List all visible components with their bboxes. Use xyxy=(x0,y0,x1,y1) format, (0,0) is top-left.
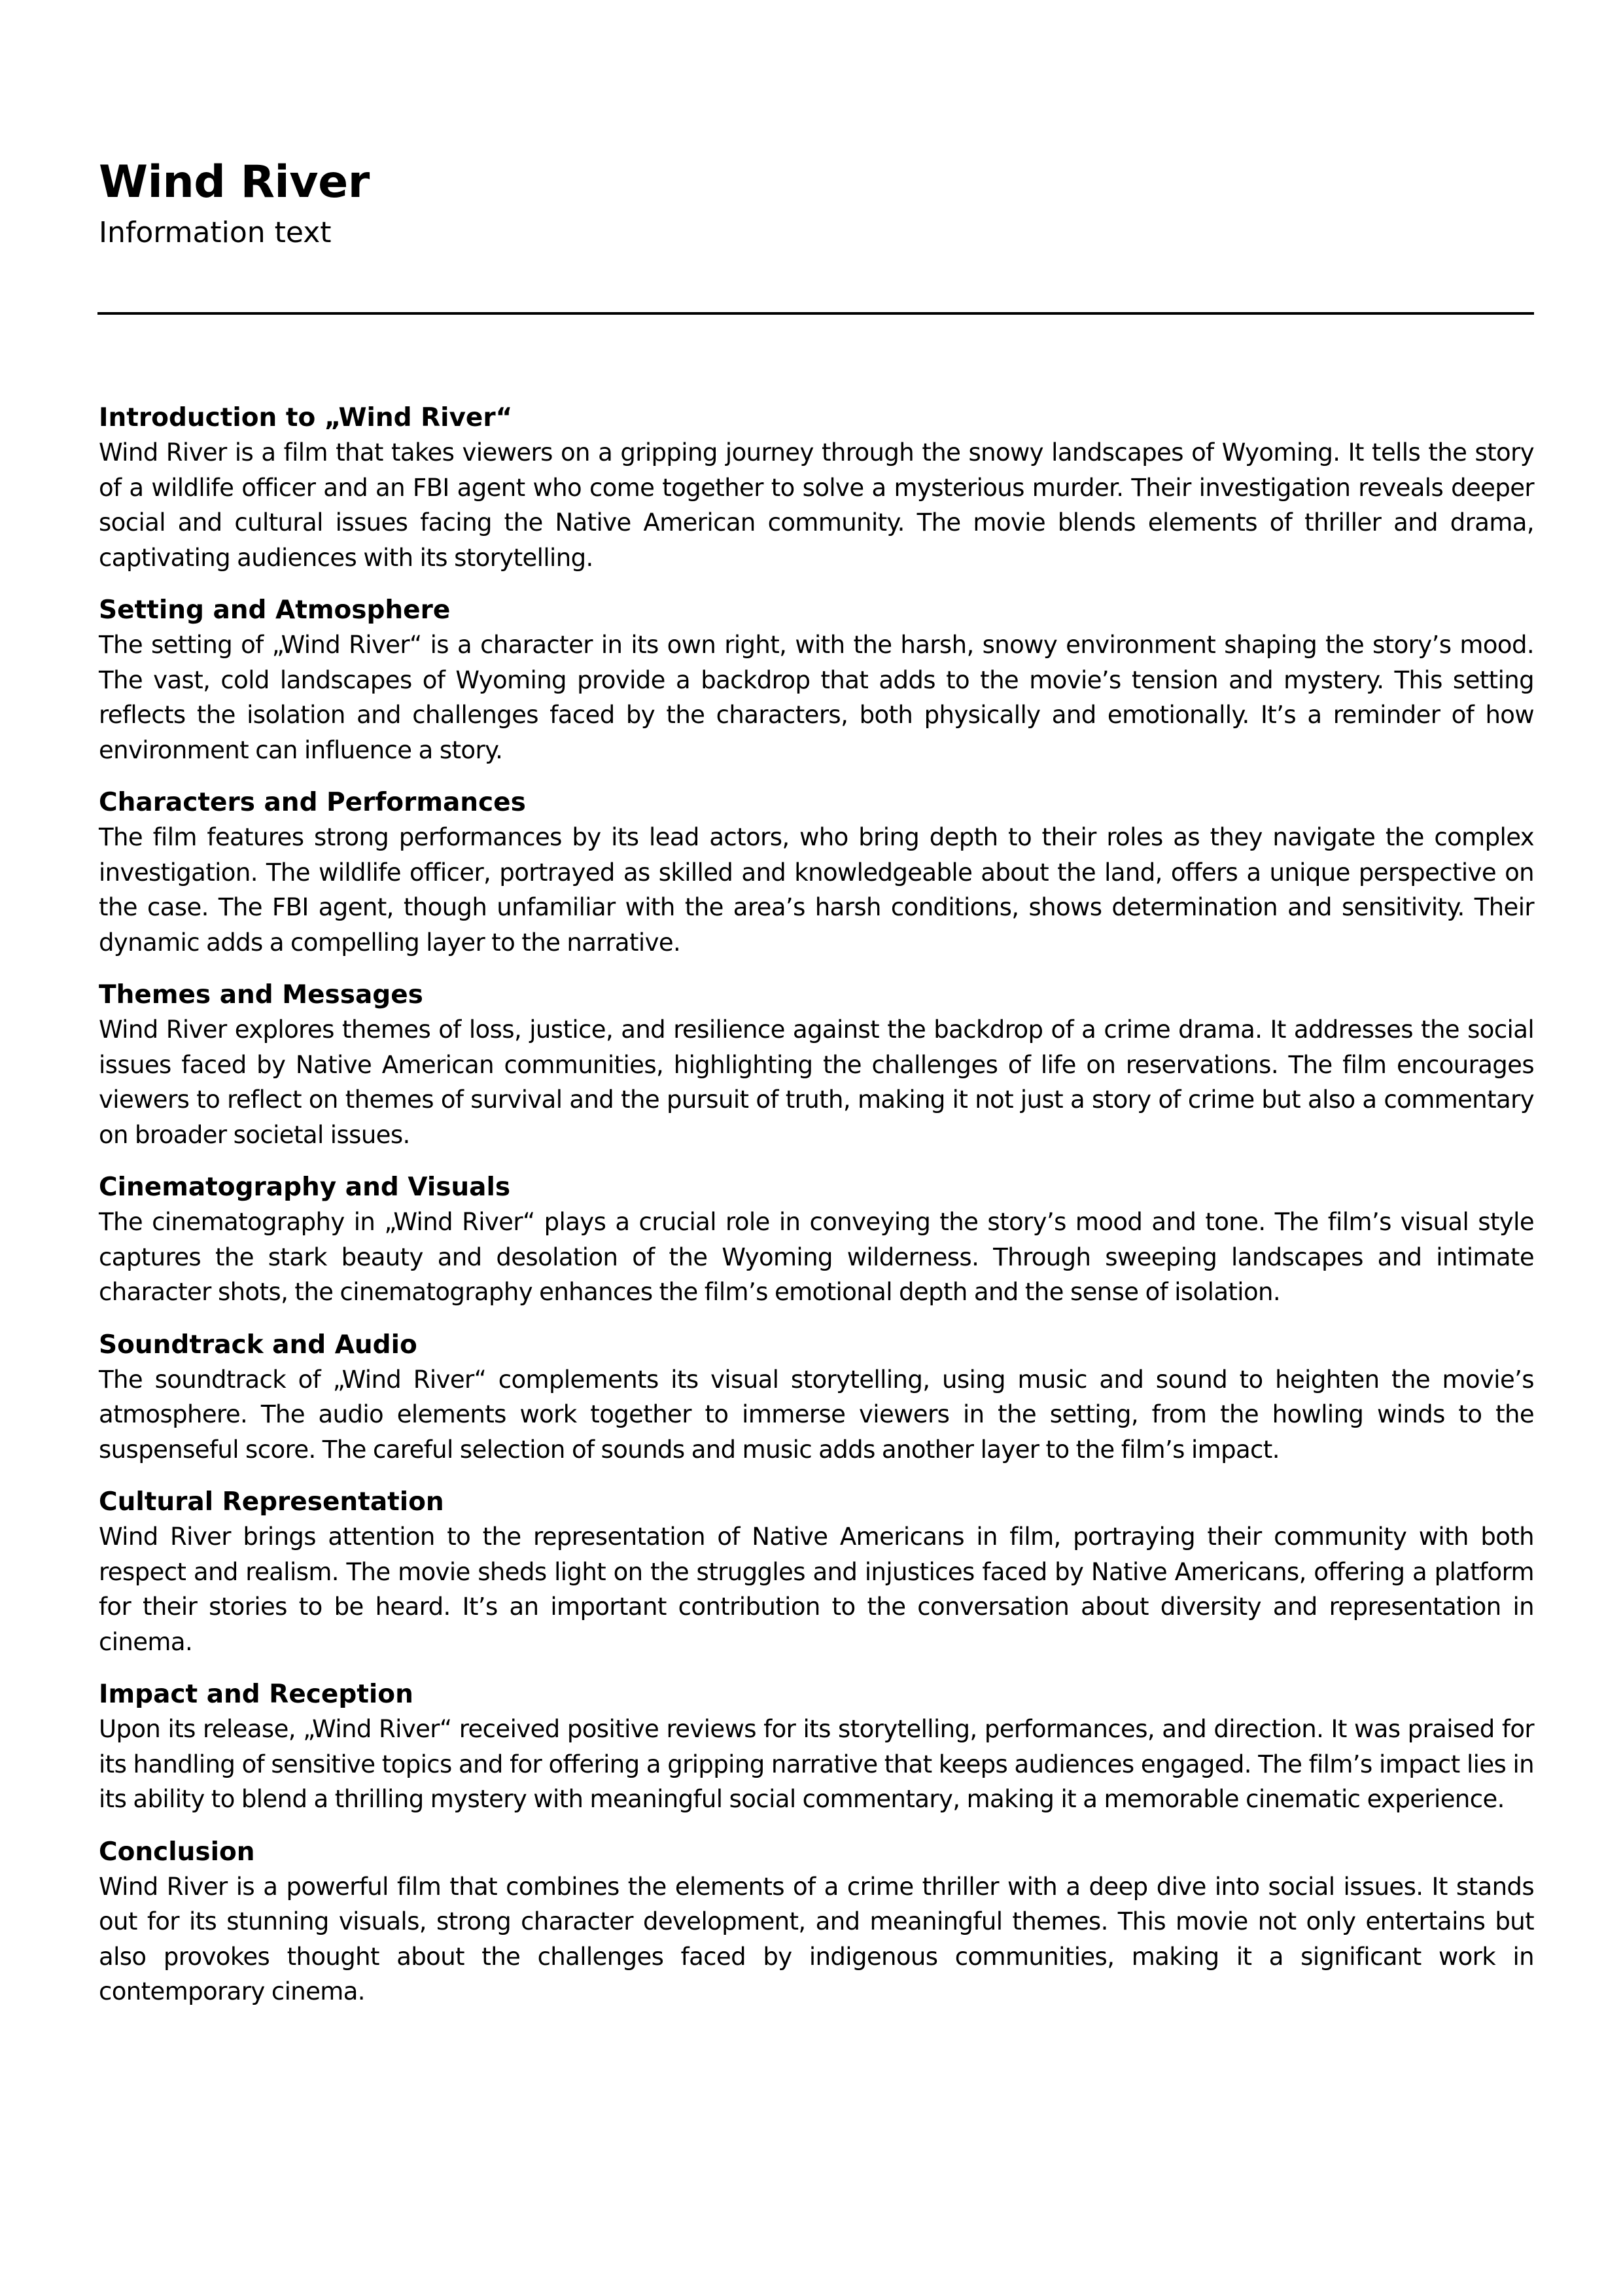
section-body: Wind River is a film that takes viewers on a gripping journey through the snowy landscapes of Wyoming. It tells the story of a wildlife officer and an FBI agent who come together to solve a mysterious murder. Their investigation reveals deeper social and cultural issues facing the Native American community. The movie blends elements of thriller and drama, captivating audiences with its storytelling. xyxy=(99,438,1534,572)
title-divider xyxy=(97,312,1534,315)
section-impact-and-reception xyxy=(99,1677,1534,1817)
section-heading: Cultural Representation xyxy=(99,1487,444,1517)
section-heading: Introduction to „Wind River“ xyxy=(99,403,513,433)
section-body: Upon its release, „Wind River“ received positive reviews for its storytelling, performances, and direction. It was praised for its handling of sensitive topics and for offering a gripping narrative that keeps audiences engaged. The film’s impact lies in its ability to blend a thrilling mystery with meaningful social commentary, making it a memorable cinematic experience. xyxy=(99,1715,1534,1813)
section-body: The setting of „Wind River“ is a character in its own right, with the harsh, snowy environment shaping the story’s mood. The vast, cold landscapes of Wyoming provide a backdrop that adds to the movie’s tension and mystery. This setting reflects the isolation and challenges faced by the characters, both physically and emotionally. It’s a reminder of how environment can influence a story. xyxy=(99,631,1534,764)
section-body: The film features strong performances by its lead actors, who bring depth to their roles as they navigate the complex investigation. The wildlife officer, portrayed as skilled and knowledgeable about the land, offers a unique perspective on the case. The FBI agent, though unfamiliar with the area’s harsh conditions, shows determination and sensitivity. Their dynamic adds a compelling layer to the narrative. xyxy=(99,823,1534,957)
section-heading: Themes and Messages xyxy=(99,980,423,1010)
section-cultural-representation xyxy=(99,1485,1534,1659)
document-content xyxy=(99,400,1534,2027)
section-body: Wind River is a powerful film that combines the elements of a crime thriller with a deep dive into social issues. It stands out for its stunning visuals, strong character development, and meaningful themes. This movie not only entertains but also provokes thought about the challenges faced by indigenous communities, making it a significant work in contemporary cinema. xyxy=(99,1872,1534,2005)
section-body: Wind River explores themes of loss, justice, and resilience against the backdrop of a crime drama. It addresses the social issues faced by Native American communities, highlighting the challenges of life on reservations. The film encourages viewers to reflect on themes of survival and the pursuit of truth, making it not just a story of crime but also a commentary on broader societal issues. xyxy=(99,1016,1534,1149)
section-themes-and-messages xyxy=(99,978,1534,1152)
section-conclusion xyxy=(99,1835,1534,2009)
section-heading: Characters and Performances xyxy=(99,788,526,817)
section-heading: Cinematography and Visuals xyxy=(99,1173,511,1202)
document-title: Wind River xyxy=(99,156,370,208)
section-cinematography-and-visuals xyxy=(99,1170,1534,1310)
section-characters-and-performances xyxy=(99,785,1534,960)
section-heading: Conclusion xyxy=(99,1837,255,1867)
section-introduction xyxy=(99,400,1534,575)
document-subtitle: Information text xyxy=(99,216,332,249)
section-heading: Impact and Reception xyxy=(99,1680,413,1709)
section-setting-and-atmosphere xyxy=(99,593,1534,768)
section-body: The soundtrack of „Wind River“ complements its visual storytelling, using music and sound to heighten the movie’s atmosphere. The audio elements work together to immerse viewers in the setting, from the howling winds to the suspenseful score. The careful selection of sounds and music adds another layer to the film’s impact. xyxy=(99,1365,1534,1464)
section-body: The cinematography in „Wind River“ plays a crucial role in conveying the story’s mood and tone. The film’s visual style captures the stark beauty and desolation of the Wyoming wilderness. Through sweeping landscapes and intimate character shots, the cinematography enhances the film’s emotional depth and the sense of isolation. xyxy=(99,1208,1534,1306)
section-soundtrack-and-audio xyxy=(99,1328,1534,1468)
section-body: Wind River brings attention to the representation of Native Americans in film, portraying their community with both respect and realism. The movie sheds light on the struggles and injustices faced by Native Americans, offering a platform for their stories to be heard. It’s an important contribution to the conversation about diversity and representation in cinema. xyxy=(99,1523,1534,1656)
section-heading: Setting and Atmosphere xyxy=(99,595,451,625)
section-heading: Soundtrack and Audio xyxy=(99,1330,417,1360)
